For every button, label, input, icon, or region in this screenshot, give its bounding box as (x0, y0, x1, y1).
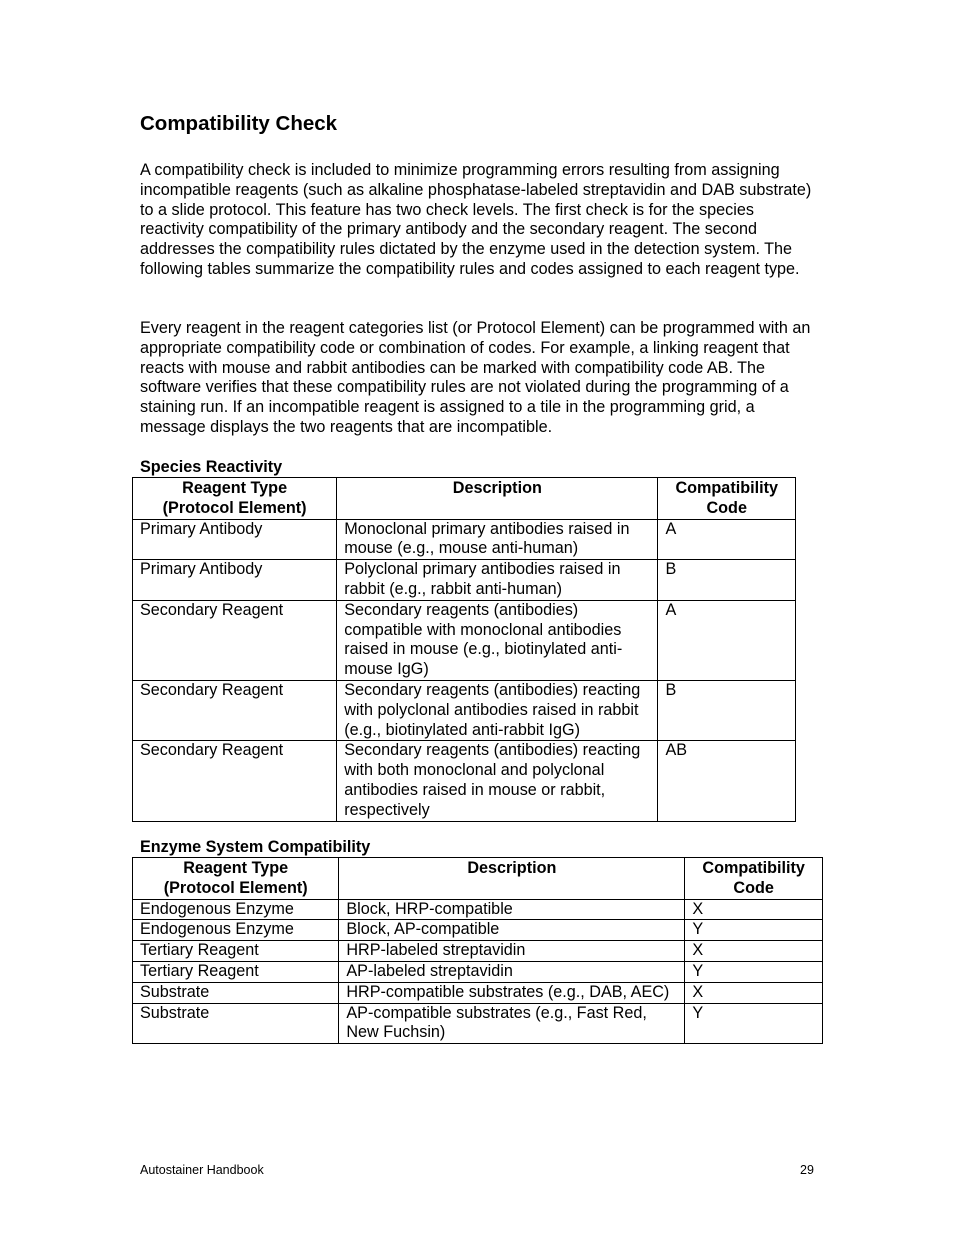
cell-code: Y (685, 1003, 823, 1044)
header-reagent-type (133, 858, 339, 900)
cell-description: Block, AP-compatible (339, 920, 685, 941)
header-text: Compatibility (702, 859, 805, 877)
header-description: Description (337, 478, 658, 520)
header-text: Reagent Type (183, 859, 289, 877)
cell-type: Secondary Reagent (133, 741, 337, 821)
table-row (133, 961, 823, 982)
table-row (133, 982, 823, 1003)
cell-description: Secondary reagents (antibodies) reacting with both monoclonal and polyclonal antibodies raised in mouse or rabbit, respectively (337, 741, 658, 821)
cell-code: B (658, 560, 796, 601)
cell-code: A (658, 519, 796, 560)
page-title: Compatibility Check (140, 112, 338, 135)
table-header-row (133, 858, 823, 900)
cell-type: Tertiary Reagent (133, 961, 339, 982)
intro-paragraph: A compatibility check is included to minimize programming errors resulting from assigning incompatible reagents (such as alkaline phosphatase-labeled streptavidin and DAB substrate) to a slide protocol. This feature has two check levels. The first check is for the species reactivity compatibility of the primary antibody and the secondary reagent. The second addresses the compatibility rules dictated by the enzyme used in the detection system. The following tables summarize the compatibility rules and codes assigned to each reagent type. (140, 161, 812, 278)
cell-description: Polyclonal primary antibodies raised in rabbit (e.g., rabbit anti-human) (337, 560, 658, 601)
table-row (133, 519, 796, 560)
cell-description: HRP-labeled streptavidin (339, 941, 685, 962)
cell-type: Secondary Reagent (133, 680, 337, 740)
cell-code: Y (685, 961, 823, 982)
cell-code: A (658, 600, 796, 680)
table-row (133, 899, 823, 920)
cell-type: Endogenous Enzyme (133, 899, 339, 920)
cell-type: Primary Antibody (133, 519, 337, 560)
table-row (133, 741, 796, 821)
header-text: Code (706, 498, 747, 517)
header-text: Compatibility (675, 479, 778, 497)
enzyme-table-caption: Enzyme System Compatibility (140, 838, 371, 856)
cell-type: Substrate (133, 982, 339, 1003)
table-row (133, 680, 796, 740)
cell-description: HRP-compatible substrates (e.g., DAB, AEC) (339, 982, 685, 1003)
cell-description: Monoclonal primary antibodies raised in mouse (e.g., mouse anti-human) (337, 519, 658, 560)
table-row (133, 560, 796, 601)
header-code (685, 858, 823, 900)
cell-code: Y (685, 920, 823, 941)
cell-description: Secondary reagents (antibodies) reacting with polyclonal antibodies raised in rabbit (e.g., biotinylated anti-rabbit IgG) (337, 680, 658, 740)
cell-code: X (685, 899, 823, 920)
cell-code: AB (658, 741, 796, 821)
table-row (133, 600, 796, 680)
cell-description: AP-labeled streptavidin (339, 961, 685, 982)
table-row (133, 920, 823, 941)
cell-type: Secondary Reagent (133, 600, 337, 680)
cell-description: Block, HRP-compatible (339, 899, 685, 920)
species-table-caption: Species Reactivity (140, 458, 283, 476)
cell-type: Substrate (133, 1003, 339, 1044)
header-text: Code (733, 878, 774, 897)
cell-type: Endogenous Enzyme (133, 920, 339, 941)
header-reagent-type (133, 478, 337, 520)
species-reactivity-table (132, 477, 796, 822)
footer-handbook-title: Autostainer Handbook (140, 1163, 264, 1177)
cell-type: Tertiary Reagent (133, 941, 339, 962)
codes-paragraph: Every reagent in the reagent categories list (or Protocol Element) can be programmed with an appropriate compatibility code or combination of codes. For example, a linking reagent that reacts with mouse and rabbit antibodies can be marked with compatibility code AB. The software verifies that these compatibility rules are not violated during the programming of a staining run. If an incompatible reagent is assigned to a tile in the programming grid, a message displays the two reagents that are incompatible. (140, 319, 811, 436)
cell-description: Secondary reagents (antibodies) compatible with monoclonal antibodies raised in mouse (e.g., biotinylated anti-mouse IgG) (337, 600, 658, 680)
header-code (658, 478, 796, 520)
header-text: (Protocol Element) (163, 878, 308, 897)
footer-page-number: 29 (800, 1163, 814, 1177)
table-row (133, 941, 823, 962)
table-row (133, 1003, 823, 1044)
cell-code: B (658, 680, 796, 740)
table-header-row (133, 478, 796, 520)
header-text: (Protocol Element) (162, 498, 307, 517)
enzyme-system-table (132, 857, 823, 1044)
cell-type: Primary Antibody (133, 560, 337, 601)
cell-code: X (685, 941, 823, 962)
cell-code: X (685, 982, 823, 1003)
cell-description: AP-compatible substrates (e.g., Fast Red, New Fuchsin) (339, 1003, 685, 1044)
header-description: Description (339, 858, 685, 900)
header-text: Reagent Type (182, 479, 288, 497)
